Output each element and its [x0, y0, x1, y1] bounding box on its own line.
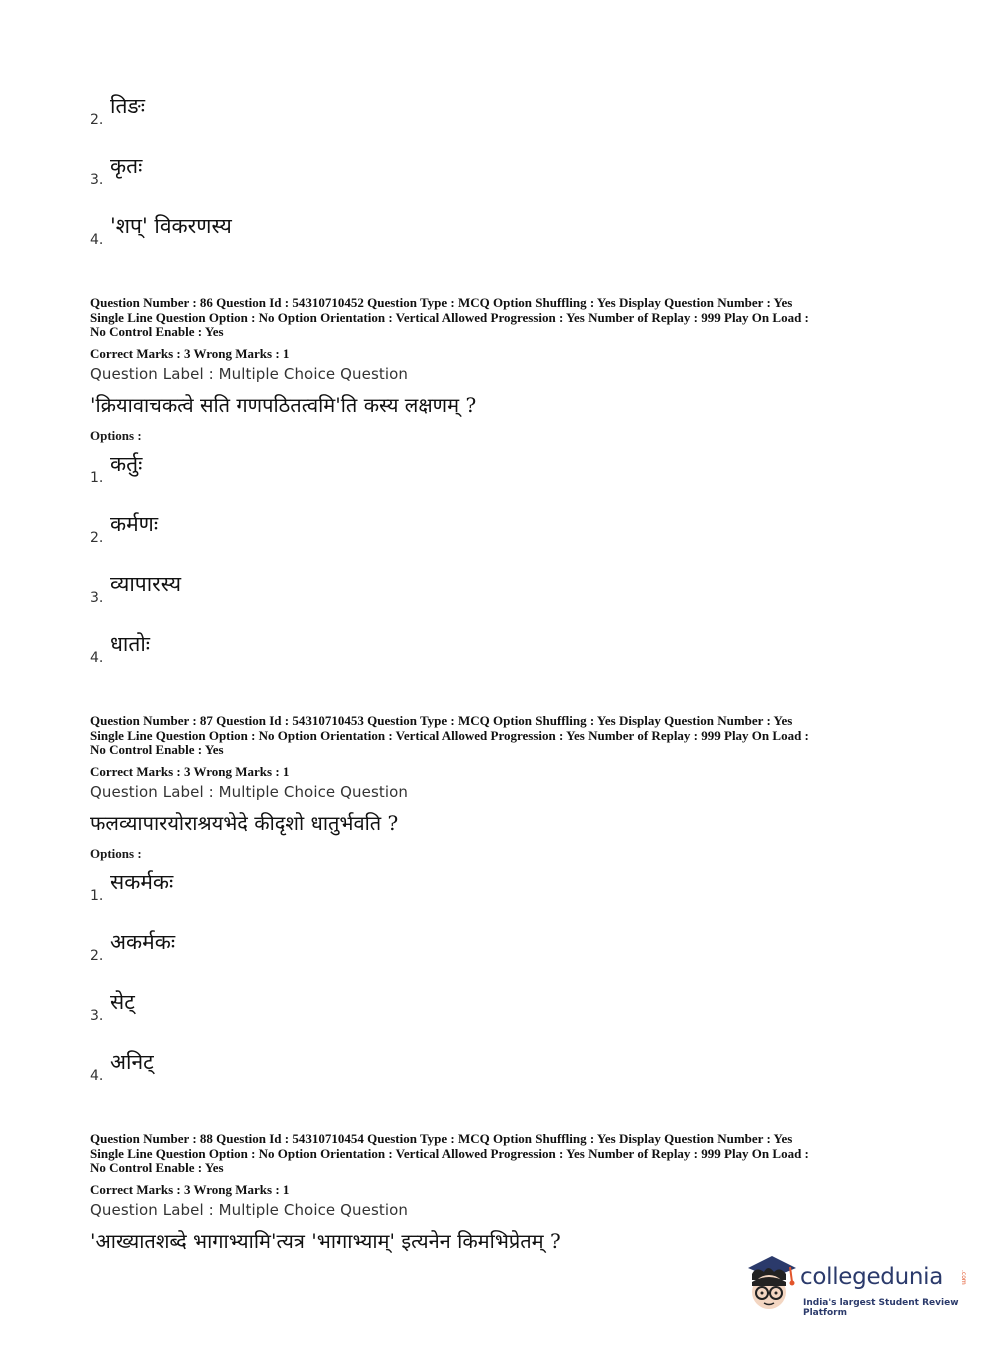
question-text: फलव्यापारयोराश्रयभेदे कीदृशो धातुर्भवति ?: [90, 810, 399, 835]
question-meta-line: Single Line Question Option : No Option Orientation : Vertical Allowed Progression : Yes Number of Replay : 999 Play On Load :: [90, 309, 809, 325]
question-meta-line: Single Line Question Option : No Option Orientation : Vertical Allowed Progression : Yes Number of Replay : 999 Play On Load :: [90, 1145, 809, 1161]
option-text: धातोः: [110, 632, 151, 656]
question-block: [90, 296, 920, 418]
question-label: Question Label : Multiple Choice Question: [90, 364, 409, 383]
collegedunia-logo: [742, 1248, 972, 1318]
logo-com-text: .com: [960, 1270, 967, 1285]
option-text: व्यापारस्य: [110, 572, 182, 596]
option-text: कृतः: [110, 154, 143, 178]
option-text: कर्तुः: [110, 452, 143, 476]
option-number: 3.: [90, 172, 104, 188]
question-label: Question Label : Multiple Choice Question: [90, 782, 409, 801]
option-text: तिङः: [110, 94, 146, 118]
option-number: 2.: [90, 112, 104, 128]
logo-brand-text: collegedunia: [800, 1264, 944, 1290]
question-meta-line: Question Number : 86 Question Id : 54310710452 Question Type : MCQ Option Shuffling : Yes Display Question Number : Yes: [90, 295, 793, 310]
option-number: 4.: [90, 650, 104, 666]
option-number: 1.: [90, 470, 104, 486]
option-text: 'शप्' विकरणस्य: [110, 214, 232, 238]
option-number: 2.: [90, 530, 104, 546]
options-header: Options :: [90, 428, 142, 443]
question-meta-line: No Control Enable : Yes: [90, 324, 224, 339]
question-meta-line: Single Line Question Option : No Option Orientation : Vertical Allowed Progression : Yes Number of Replay : 999 Play On Load :: [90, 727, 809, 743]
question-marks: Correct Marks : 3 Wrong Marks : 1: [90, 345, 290, 361]
question-meta-line: Question Number : 88 Question Id : 54310710454 Question Type : MCQ Option Shuffling : Yes Display Question Number : Yes: [90, 1131, 793, 1146]
options-header: Options :: [90, 846, 142, 861]
question-marks: Correct Marks : 3 Wrong Marks : 1: [90, 763, 290, 779]
student-mascot-icon: [742, 1248, 800, 1316]
option-text: अनिट्: [110, 1050, 154, 1074]
question-text: 'आख्यातशब्दे भागाभ्यामि'त्यत्र 'भागाभ्याम्' इत्यनेन किमभिप्रेतम् ?: [90, 1228, 561, 1253]
option-text: अकर्मकः: [110, 930, 176, 954]
question-label: Question Label : Multiple Choice Question: [90, 1200, 409, 1219]
option-number: 1.: [90, 888, 104, 904]
question-meta-line: Question Number : 87 Question Id : 54310710453 Question Type : MCQ Option Shuffling : Yes Display Question Number : Yes: [90, 713, 793, 728]
option-text: कर्मणः: [110, 512, 159, 536]
option-text: सेट्: [110, 990, 135, 1014]
logo-tagline: India's largest Student Review Platform: [803, 1298, 959, 1318]
option-number: 3.: [90, 1008, 104, 1024]
option-number: 2.: [90, 948, 104, 964]
question-block: [90, 1132, 920, 1254]
question-meta-line: No Control Enable : Yes: [90, 1160, 224, 1175]
option-number: 4.: [90, 1068, 104, 1084]
option-number: 4.: [90, 232, 104, 248]
option-text: सकर्मकः: [110, 870, 174, 894]
question-block: [90, 714, 920, 836]
question-marks: Correct Marks : 3 Wrong Marks : 1: [90, 1181, 290, 1197]
question-text: 'क्रियावाचकत्वे सति गणपठितत्वमि'ति कस्य लक्षणम् ?: [90, 392, 477, 417]
question-meta-line: No Control Enable : Yes: [90, 742, 224, 757]
option-number: 3.: [90, 590, 104, 606]
